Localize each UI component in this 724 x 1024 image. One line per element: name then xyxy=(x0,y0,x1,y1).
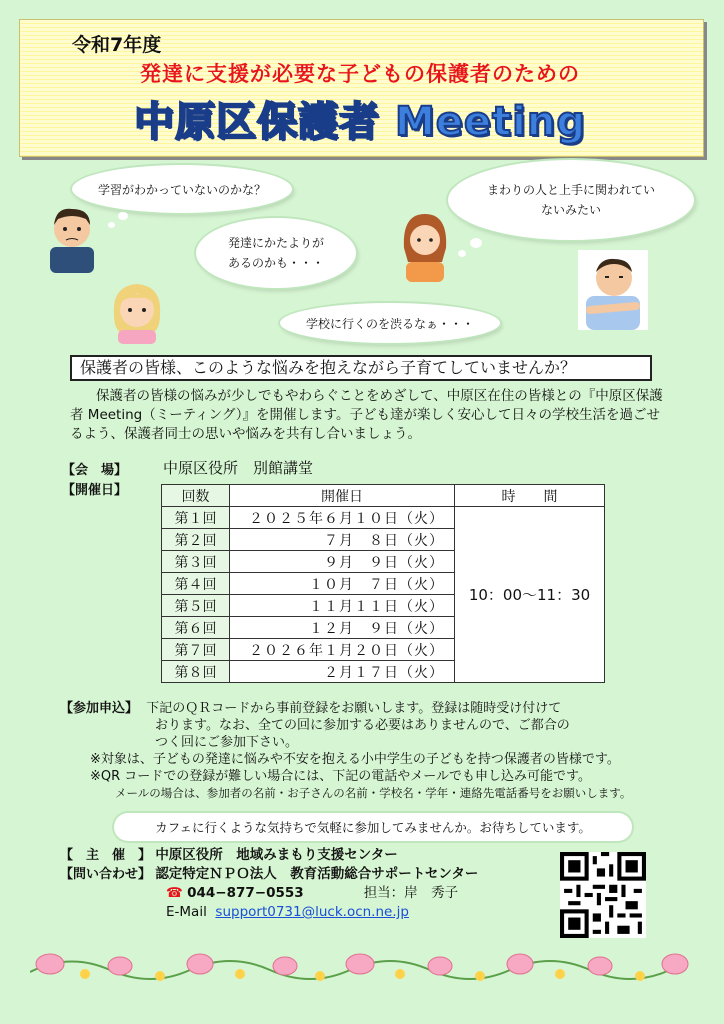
session-number: 第６回 xyxy=(162,617,230,639)
worried-father-illustration xyxy=(46,203,98,273)
session-number: 第１回 xyxy=(162,507,230,529)
invitation-banner: カフェに行くような気持ちで気軽に参加してみませんか。お待ちしています。 xyxy=(114,813,632,841)
bubble-dot xyxy=(458,250,466,257)
thinking-mother-illustration xyxy=(400,210,450,282)
session-date: ２月１７日（火） xyxy=(230,661,455,683)
page-title: 中原区保護者 Meeting xyxy=(134,99,586,145)
session-date: ２０２５年６月１０日（火） xyxy=(230,507,455,529)
fiscal-year: 令和7年度 xyxy=(72,34,162,56)
email-label: E-Mail xyxy=(166,904,207,920)
session-number: 第４回 xyxy=(162,573,230,595)
bubble-text: 学習がわかっていないのかな？ xyxy=(97,182,266,197)
session-date: １１月１１日（火） xyxy=(230,595,455,617)
venue-value: 中原区役所 別館講堂 xyxy=(163,459,314,477)
host-label: 【 主 催 】 xyxy=(60,848,152,863)
subtitle: 発達に支援が必要な子どもの保護者のための xyxy=(140,62,580,86)
column-header: 開催日 xyxy=(230,485,455,507)
venue-label: 【会 場】 xyxy=(62,463,128,478)
session-date: ７月 ８日（火） xyxy=(230,529,455,551)
worried-mother-illustration xyxy=(108,278,166,344)
session-number: 第７回 xyxy=(162,639,230,661)
intro-text: 保護者の皆様の悩みが少しでもやわらぐことをめざして、中原区在住の皆様との『中原区保護者 Meeting（ミーティング）』を開催します。子ども達が楽しく安心して日々の学校生活を過ごせるよう、保護者同士の思いや悩みを共有し合いましょう。 xyxy=(70,388,663,442)
intro-paragraph xyxy=(70,387,670,444)
application-section xyxy=(60,700,720,802)
session-date: ２０２６年１月２０日（火） xyxy=(230,639,455,661)
qr-code[interactable] xyxy=(560,852,646,938)
bubble-dot xyxy=(108,222,115,228)
thought-bubble xyxy=(280,303,500,343)
table-header-row xyxy=(162,485,605,507)
host-name: 中原区役所 地域みまもり支援センター xyxy=(155,847,398,863)
apply-note: メールの場合は、参加者の名前・お子さんの名前・学校名・学年・連絡先電話番号をお願いします。 xyxy=(115,786,632,800)
session-number: 第５回 xyxy=(162,595,230,617)
apply-label: 【参加申込】 xyxy=(60,701,139,716)
session-time: 10：00〜11：30 xyxy=(455,507,605,683)
apply-line: つく回にご参加下さい。 xyxy=(155,735,299,750)
column-header: 回数 xyxy=(162,485,230,507)
flower-border-decoration xyxy=(30,942,694,986)
contact-section xyxy=(60,846,478,922)
session-number: 第３回 xyxy=(162,551,230,573)
bubble-text: 学校に行くのを渋るなぁ・・・ xyxy=(305,316,474,331)
session-number: 第２回 xyxy=(162,529,230,551)
schedule-table xyxy=(161,484,605,683)
email-link[interactable]: support0731@luck.ocn.ne.jp xyxy=(215,904,409,920)
table-row xyxy=(162,507,605,529)
thought-bubble xyxy=(448,160,694,240)
apply-note: ※対象は、子どもの発達に悩みや不安を抱える小中学生の子どもを持つ保護者の皆様です。 xyxy=(90,752,620,767)
contact-name: 認定特定ＮＰＯ法人 教育活動総合サポートセンター xyxy=(155,866,479,882)
bubble-dot xyxy=(118,212,128,220)
session-number: 第８回 xyxy=(162,661,230,683)
question-box: 保護者の皆様、このような悩みを抱えながら子育てしていませんか？ xyxy=(70,355,652,381)
bubble-dot xyxy=(470,238,482,248)
phone-icon: ☎ xyxy=(166,885,183,901)
session-date: ９月 ９日（火） xyxy=(230,551,455,573)
arms-crossed-father-illustration xyxy=(578,250,648,330)
bubble-text: 発達にかたよりがあるのかも・・・ xyxy=(227,236,324,270)
contact-label: 【問い合わせ】 xyxy=(60,867,152,882)
phone-number: 044−877−0553 xyxy=(187,885,304,901)
bubble-text: まわりの人と上手に関われていないみたい xyxy=(486,183,655,217)
session-date: １２月 ９日（火） xyxy=(230,617,455,639)
column-header: 時 間 xyxy=(455,485,605,507)
contact-person: 担当：岸 秀子 xyxy=(363,885,459,901)
apply-note: ※QR コードでの登録が難しい場合には、下記の電話やメールでも申し込み可能です。 xyxy=(90,769,591,784)
session-date: １０月 ７日（火） xyxy=(230,573,455,595)
thought-bubble xyxy=(72,165,292,213)
apply-line: おります。なお、全ての回に参加する必要はありませんので、ご都合の xyxy=(155,718,570,733)
apply-line: 下記のＱＲコードから事前登録をお願いします。登録は随時受け付けて xyxy=(146,701,562,716)
thought-bubble xyxy=(196,218,356,288)
dates-label: 【開催日】 xyxy=(62,483,128,498)
